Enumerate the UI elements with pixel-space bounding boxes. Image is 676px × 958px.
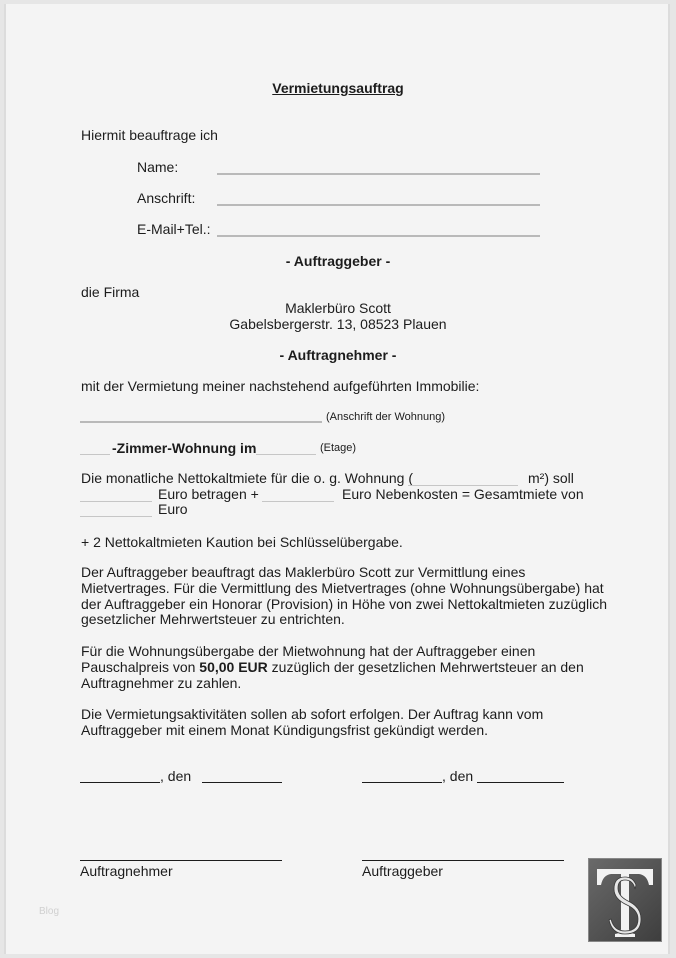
handover-amount: 50,00 EUR bbox=[199, 659, 268, 675]
email-phone-field[interactable] bbox=[217, 235, 540, 237]
floor-hint: (Etage) bbox=[320, 442, 357, 454]
contractor-role-heading: - Auftragnehmer - bbox=[279, 347, 397, 363]
rent-line3: Euro bbox=[158, 501, 188, 517]
handover-line bbox=[81, 659, 584, 675]
firm-name: Maklerbüro Scott bbox=[285, 300, 391, 316]
rent-line1-prefix: Die monatliche Nettokaltmiete für die o. g. Wohnung ( bbox=[81, 470, 414, 486]
email-phone-label: E-Mail+Tel.: bbox=[137, 221, 211, 237]
handover-suffix: zuzüglich der gesetzlichen Mehrwertsteuer an den bbox=[267, 659, 584, 675]
net-rent-field[interactable] bbox=[80, 501, 152, 502]
signature-line-contractor[interactable] bbox=[80, 860, 282, 861]
date-field-left[interactable] bbox=[202, 782, 282, 783]
rent-line1-suffix: m²) soll bbox=[528, 470, 574, 486]
rooms-label: -Zimmer-Wohnung im bbox=[112, 440, 257, 456]
extra-costs-field[interactable] bbox=[262, 501, 334, 502]
property-intro: mit der Vermietung meiner nachstehend aufgeführten Immobilie: bbox=[81, 378, 480, 394]
signature-label-client: Auftraggeber bbox=[362, 863, 443, 879]
date-separator-right: , den bbox=[442, 768, 474, 784]
termination-line: Auftraggeber mit einem Monat Kündigungsfrist gekündigt werden. bbox=[81, 722, 489, 738]
floor-field[interactable] bbox=[256, 454, 316, 455]
deposit-text: + 2 Nettokaltmieten Kaution bei Schlüsselübergabe. bbox=[81, 534, 403, 550]
ts-logo-icon bbox=[588, 858, 662, 942]
address-field[interactable] bbox=[217, 204, 540, 206]
firm-address: Gabelsbergerstr. 13, 08523 Plauen bbox=[229, 316, 447, 332]
handover-line: Auftragnehmer zu zahlen. bbox=[81, 675, 242, 691]
total-rent-field[interactable] bbox=[80, 516, 152, 517]
date-field-right[interactable] bbox=[477, 782, 564, 783]
place-field-left[interactable] bbox=[80, 782, 160, 783]
ts-monogram-icon bbox=[589, 859, 661, 941]
commission-line: gesetzlicher Mehrwertsteuer zu entrichten. bbox=[81, 611, 345, 627]
intro-text: Hiermit beauftrage ich bbox=[81, 127, 218, 143]
place-field-right[interactable] bbox=[362, 782, 442, 783]
name-label: Name: bbox=[137, 159, 179, 175]
commission-line: der Auftraggeber ein Honorar (Provision) in Höhe von zwei Nettokaltmieten zuzüglich bbox=[81, 596, 608, 612]
termination-line: Die Vermietungsaktivitäten sollen ab sofort erfolgen. Der Auftrag kann vom bbox=[81, 706, 544, 722]
address-label: Anschrift: bbox=[137, 190, 196, 206]
date-separator-left: , den bbox=[160, 768, 192, 784]
commission-line: Der Auftraggeber beauftragt das Maklerbüro Scott zur Vermittlung eines bbox=[81, 564, 526, 580]
rooms-field[interactable] bbox=[80, 454, 110, 455]
rent-line2-b: Euro Nebenkosten = Gesamtmiete von bbox=[342, 486, 584, 502]
name-field[interactable] bbox=[217, 173, 540, 175]
blog-watermark: Blog bbox=[39, 906, 60, 917]
client-role-heading: - Auftraggeber - bbox=[285, 253, 391, 269]
handover-line: Für die Wohnungsübergabe der Mietwohnung hat der Auftraggeber einen bbox=[81, 643, 536, 659]
rent-line2-a: Euro betragen + bbox=[158, 486, 259, 502]
signature-line-client[interactable] bbox=[362, 860, 564, 861]
commission-line: Mietvertrages. Für die Vermittlung des Mietvertrages (ohne Wohnungsübergabe) hat bbox=[81, 580, 604, 596]
signature-label-contractor: Auftragnehmer bbox=[80, 863, 173, 879]
property-address-hint: (Anschrift der Wohnung) bbox=[326, 411, 446, 423]
property-address-field[interactable] bbox=[80, 421, 322, 423]
handover-prefix: Pauschalpreis von bbox=[81, 659, 200, 675]
document-title: Vermietungsauftrag bbox=[272, 80, 404, 96]
firm-intro: die Firma bbox=[81, 284, 140, 300]
